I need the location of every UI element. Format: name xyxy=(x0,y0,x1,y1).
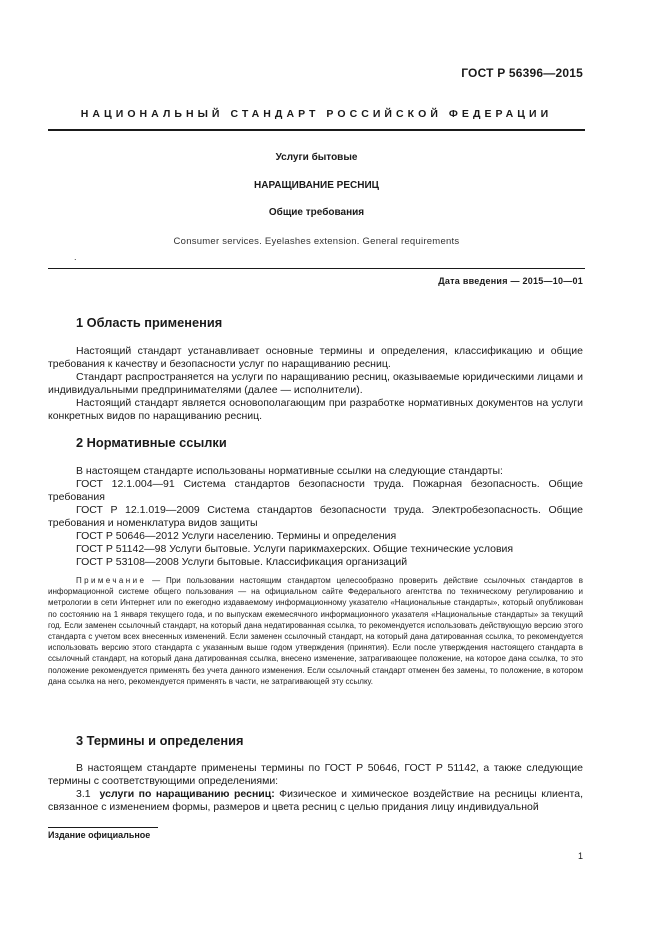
note-text: — При пользовании настоящим стандартом целесообразно проверить действие ссылочных стандартов в информационной системе общего пользования — на официальном сайте Федерального агентства по техническому регулированию и метрологии в сети Интернет или по ежегодно издаваемому информационному указателю «Национальные стандарты», который опубликован по состоянию на 1 января текущего года, и по выпускам ежемесячного информационного указателя «Национальные стандарты» за текущий год. Если заменен ссылочный стандарт, на который дана недатированная ссылка, то рекомендуется использовать действующую версию этого стандарта с учетом всех внесенных изменений. Если заменен ссылочный стандарт, на который дана датированная ссылка, то рекомендуется использовать версию этого стандарта с указанным выше годом утверждения (принятия). Если после утверждения настоящего стандарта в ссылочный стандарт, на который дана датированная ссылка, внесено изменение, затрагивающее положение, на которое дана ссылка, то это положение рекомендуется применять без учета данного изменения. Если ссылочный стандарт отменен без замены, то положение, в котором дана ссылка на него, рекомендуется применять в части, не затрагивающей эту ссылку. xyxy=(48,576,583,686)
term-3-1 xyxy=(48,788,583,814)
introduction-date: Дата введения — 2015—10—01 xyxy=(438,276,583,286)
header-rule xyxy=(48,129,585,131)
term-name: услуги по наращиванию ресниц: xyxy=(99,788,275,800)
title-rule xyxy=(48,268,585,269)
section-3-heading: 3 Термины и определения xyxy=(76,733,244,748)
section-1-heading: 1 Область применения xyxy=(76,315,223,330)
section-2-note xyxy=(48,575,583,687)
dot-mark: . xyxy=(74,252,77,262)
reference-gost-r-12-1-019: ГОСТ Р 12.1.019—2009 Система стандартов безопасности труда. Электробезопасность. Общие требования и номенклатура видов защиты xyxy=(48,504,583,529)
national-standard-title: НАЦИОНАЛЬНЫЙ СТАНДАРТ РОССИЙСКОЙ ФЕДЕРАЦИИ xyxy=(80,108,553,120)
reference-gost-r-50646: ГОСТ Р 50646—2012 Услуги населению. Термины и определения xyxy=(76,530,397,542)
footer-rule xyxy=(48,827,158,828)
page-number: 1 xyxy=(577,851,583,861)
official-edition-label: Издание официальное xyxy=(48,830,151,840)
section-3-paragraph-1: В настоящем стандарте применены термины по ГОСТ Р 50646, ГОСТ Р 51142, а также следующие термины с соответствующими определениями: xyxy=(48,762,583,787)
document-number: ГОСТ Р 56396—2015 xyxy=(461,66,583,80)
section-1-paragraph-1: Настоящий стандарт устанавливает основные термины и определения, классификацию и общие требования к качеству и безопасности услуг по наращиванию ресниц. xyxy=(48,345,583,370)
section-1-paragraph-3: Настоящий стандарт является основополагающим при разработке нормативных документов на услуги конкретных видов по наращиванию ресниц. xyxy=(48,397,583,422)
reference-gost-12-1-004: ГОСТ 12.1.004—91 Система стандартов безопасности труда. Пожарная безопасность. Общие требования xyxy=(48,478,583,503)
section-2-heading: 2 Нормативные ссылки xyxy=(76,435,227,450)
term-number: 3.1 xyxy=(76,788,91,800)
title-line-3: Общие требования xyxy=(268,207,365,218)
note-label: Примечание xyxy=(76,576,147,585)
reference-gost-r-51142: ГОСТ Р 51142—98 Услуги бытовые. Услуги парикмахерских. Общие технические условия xyxy=(76,543,514,555)
section-2-paragraph-1: В настоящем стандарте использованы нормативные ссылки на следующие стандарты: xyxy=(76,465,503,477)
title-line-1: Услуги бытовые xyxy=(275,152,358,163)
english-title: Consumer services. Eyelashes extension. General requirements xyxy=(173,236,460,247)
reference-gost-r-53108: ГОСТ Р 53108—2008 Услуги бытовые. Классификация организаций xyxy=(76,556,408,568)
section-1-paragraph-2: Стандарт распространяется на услуги по наращиванию ресниц, оказываемые юридическими лицами и индивидуальными предпринимателями (далее — исполнители). xyxy=(48,371,583,396)
title-line-2: НАРАЩИВАНИЕ РЕСНИЦ xyxy=(254,180,379,191)
term-definition: Физическое и химическое воздействие на ресницы клиента, связанное с изменением формы, размеров и цвета ресниц с целью придания лицу индивидуальной xyxy=(48,788,583,813)
